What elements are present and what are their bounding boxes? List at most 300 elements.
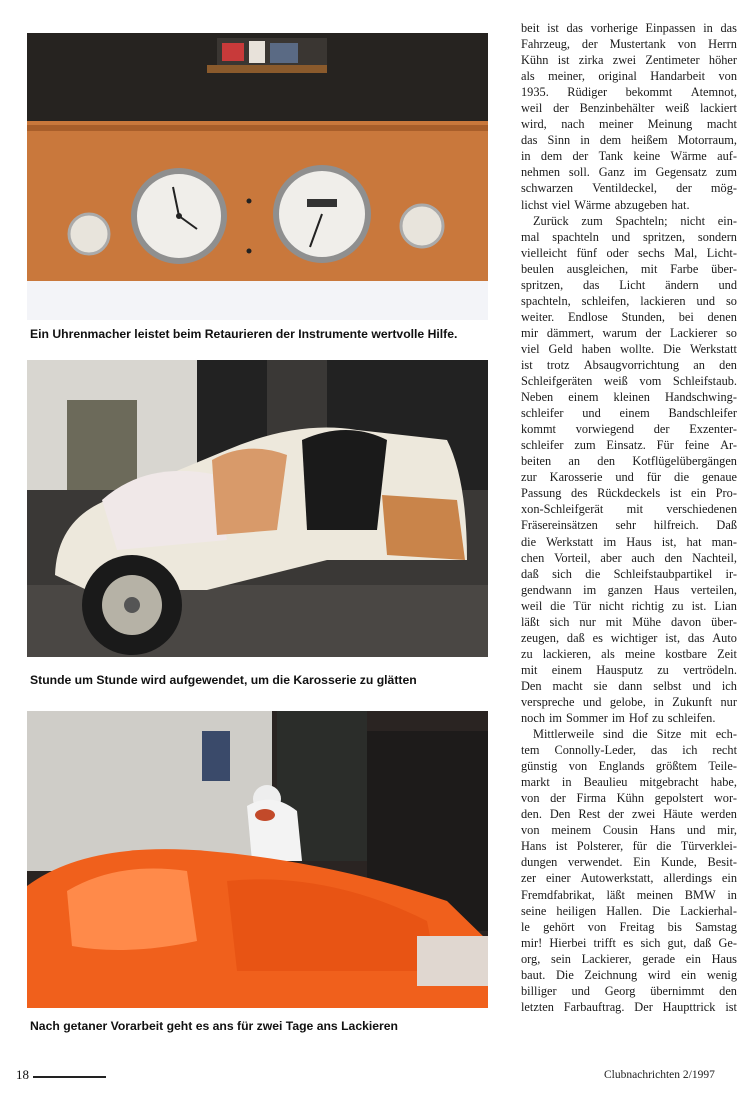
word: Schleifstaubpartikel (613, 566, 713, 581)
word: Beaulieu (583, 775, 628, 790)
text-line (521, 68, 737, 84)
word: Den (549, 807, 571, 822)
word: le (521, 919, 530, 934)
word: Schleifstaub. (672, 374, 737, 389)
word: daß (521, 566, 539, 581)
word: Rest (578, 807, 601, 822)
word: dämmert, (546, 325, 594, 340)
word: zwei (631, 807, 656, 822)
word: Der (634, 999, 653, 1014)
word: Hierbei (549, 935, 587, 950)
text-line (521, 437, 737, 453)
word: Hans (521, 839, 547, 854)
text-line (521, 517, 737, 533)
word: und (692, 678, 711, 693)
word: trotz (546, 357, 570, 372)
text-line (521, 180, 737, 196)
word: ist (547, 21, 559, 35)
word: Sinn (547, 133, 571, 148)
word: davon (671, 614, 702, 629)
word: das (566, 21, 583, 35)
photo-roadster-body-sanding (27, 360, 488, 657)
word: meine (624, 646, 656, 661)
word: gelobe, (609, 694, 646, 709)
word: beit (521, 21, 540, 35)
text-line (521, 197, 737, 213)
word: soll. (568, 165, 590, 180)
text-line (521, 245, 737, 261)
word: ist (725, 999, 737, 1014)
word: ein- (717, 213, 737, 228)
text-line (521, 598, 737, 614)
word: das (521, 133, 538, 148)
word: Atemnot, (690, 85, 737, 100)
word: beulen (521, 261, 554, 276)
text-line (521, 935, 737, 951)
word: das (687, 630, 705, 645)
word: Türverklei- (680, 839, 737, 854)
text-line (521, 229, 737, 245)
word: als (521, 69, 535, 84)
word: Passung (521, 486, 562, 501)
word: den (664, 550, 683, 565)
word: Benzinbehälter (579, 101, 655, 116)
word: Daß (716, 518, 737, 533)
word: Die (652, 903, 671, 918)
word: Zukunft (672, 694, 713, 709)
word: Fremdfabrikat, (521, 887, 595, 902)
text-line (521, 164, 737, 180)
word: einem (568, 390, 599, 405)
word: in (561, 775, 572, 790)
word: lackieren, (542, 646, 592, 661)
word: lichst (521, 197, 548, 212)
word: dungen (521, 855, 558, 870)
word: wird, (521, 117, 547, 132)
word: und (571, 983, 590, 998)
word: sie (593, 678, 608, 693)
word: die (550, 598, 566, 613)
text-line (521, 967, 737, 983)
word: und (582, 694, 602, 709)
word: weiß (603, 374, 628, 389)
word: mit (640, 261, 658, 276)
word: zum (581, 213, 603, 228)
word: sehr (615, 518, 637, 533)
text-line (521, 806, 737, 822)
word: und (611, 229, 631, 244)
word: im (549, 711, 563, 726)
word: einer (545, 871, 571, 886)
word: daß (693, 935, 712, 950)
word: Kühn (521, 53, 549, 68)
word: aber (600, 550, 622, 565)
text-line (521, 646, 737, 662)
word: verspreche (521, 694, 575, 709)
word: kleinen (613, 390, 650, 405)
text-line (521, 838, 737, 854)
word: Licht (619, 277, 646, 292)
word: der (645, 325, 662, 340)
word: und (582, 406, 601, 421)
word: ist (669, 486, 682, 501)
word: Licht- (706, 245, 737, 260)
word: hat (686, 534, 702, 549)
word: ist, (661, 534, 677, 549)
word: Englands (598, 759, 645, 774)
word: zer (521, 871, 537, 886)
word: der (581, 37, 598, 52)
word: ausgleichen, (566, 261, 629, 276)
word: genaue (702, 470, 737, 485)
word: billiger (521, 983, 557, 998)
word: mit (626, 502, 644, 517)
word: Lackierer (669, 325, 718, 340)
word: Rückdeckels (597, 486, 661, 501)
word: in (703, 21, 713, 35)
word: Bandschleifer (668, 406, 737, 421)
word: gehört (543, 919, 575, 934)
word: Sitze (656, 727, 682, 742)
text-line (521, 261, 737, 277)
word: höher (708, 53, 737, 68)
word: mit (690, 727, 707, 742)
text-line (521, 582, 737, 598)
word: zirka (578, 53, 604, 68)
word: spritzen, (642, 229, 686, 244)
text-line (521, 389, 737, 405)
text-line (521, 614, 737, 630)
word: man- (711, 534, 737, 549)
word: von (521, 823, 540, 838)
text-line (521, 357, 737, 373)
word: von (568, 759, 588, 774)
word: es (592, 630, 603, 645)
word: Häute (663, 807, 693, 822)
word: zu (521, 646, 533, 661)
word: bekommt (625, 85, 673, 100)
word: Karosserie (549, 470, 603, 485)
word: Ganz (598, 165, 625, 180)
word: einem (619, 406, 650, 421)
text-line (521, 662, 737, 678)
word: fünf (576, 245, 598, 260)
word: den (597, 454, 616, 469)
word: tem (521, 743, 540, 758)
text-line (521, 325, 737, 341)
word: beiten (521, 454, 552, 469)
word: zeugen, (521, 630, 560, 645)
word: Hausputz (596, 662, 643, 677)
word: zur (521, 470, 537, 485)
word: viel (551, 197, 571, 212)
word: sich (552, 566, 572, 581)
word: Für (656, 438, 674, 453)
word: Zentimeter (645, 53, 700, 68)
word: Die (663, 341, 681, 356)
word: Connolly-Leder, (554, 743, 636, 758)
word: Gegensatz (655, 165, 707, 180)
text-line (521, 485, 737, 501)
word: nur (720, 694, 737, 709)
word: nach (561, 117, 585, 132)
word: Werkstatt (546, 534, 594, 549)
text-line (521, 534, 737, 550)
word: kommt (521, 422, 556, 437)
word: mir, (717, 823, 737, 838)
word: ist (557, 53, 570, 68)
word: schwarzen (521, 181, 574, 196)
text-line (521, 84, 737, 100)
word: Ein (633, 855, 651, 870)
word: Polsterer, (576, 839, 624, 854)
word: im (633, 165, 647, 180)
word: Besit- (707, 855, 737, 870)
word: kostbare (665, 646, 708, 661)
text-line (521, 774, 737, 790)
footer-rule (33, 1076, 106, 1078)
word: feine (684, 438, 710, 453)
word: verschiedenen (666, 502, 737, 517)
word: zum (574, 438, 596, 453)
word: der (550, 791, 566, 806)
word: nur (579, 614, 596, 629)
word: xon-Schleifgerät (521, 502, 604, 517)
word: meinem (551, 823, 592, 838)
word: läßt (521, 614, 540, 629)
word: Tank (598, 149, 624, 164)
text-line (521, 887, 737, 903)
text-line (521, 550, 737, 566)
word: Auto (712, 630, 737, 645)
word: Fahrzeug, (521, 37, 571, 52)
word: Freitag (619, 919, 655, 934)
word: schleifer (521, 406, 564, 421)
text-line (521, 822, 737, 838)
text-line (521, 148, 737, 164)
word: das (650, 743, 668, 758)
word: Mustertank (609, 37, 666, 52)
text-line (521, 694, 737, 710)
word: BMW (684, 887, 716, 902)
word: der (572, 149, 589, 164)
word: von (521, 791, 540, 806)
word: Rüdiger (567, 85, 608, 100)
word: Mittlerweile (533, 727, 595, 742)
word: Nachteil, (692, 550, 737, 565)
word: bis (667, 919, 682, 934)
word: original (598, 69, 637, 84)
word: Motorraum, (677, 133, 737, 148)
word: Absaugvorrichtung (583, 357, 680, 372)
word: oder (606, 245, 629, 260)
word: Spachteln; (615, 213, 668, 228)
word: in (580, 133, 590, 148)
word: die (656, 839, 672, 854)
word: ir- (725, 566, 737, 581)
word: Mal, (674, 245, 698, 260)
word: Geld (548, 341, 573, 356)
word: daß (566, 630, 585, 645)
word: noch (521, 711, 545, 726)
text-line (521, 213, 737, 229)
word: Ge- (718, 935, 737, 950)
word: Fräsereinsätzen (521, 518, 598, 533)
photo-dashboard-instruments (27, 33, 488, 320)
word: spachteln, (521, 293, 571, 308)
word: Tür (573, 598, 592, 613)
word: Cousin (602, 823, 638, 838)
word: Handschwing- (664, 390, 737, 405)
word: Handarbeit (650, 69, 706, 84)
word: wird (647, 967, 671, 982)
word: ganzen (607, 582, 643, 597)
photo-caption: Stunde um Stunde wird aufgewendet, um die Karosserie zu glätten (30, 673, 417, 687)
word: und (696, 293, 715, 308)
word: zu (671, 598, 684, 613)
word: Neben (521, 390, 554, 405)
word: Einsatz. (606, 438, 646, 453)
text-line (521, 726, 737, 742)
word: der (553, 101, 569, 116)
word: Autowerkstatt, (580, 871, 654, 886)
word: macht (706, 117, 737, 132)
word: auch (631, 550, 655, 565)
word: Pro- (715, 486, 737, 501)
word: denen (707, 309, 737, 324)
word: für (632, 839, 647, 854)
word: über- (711, 261, 737, 276)
text-line (521, 405, 737, 421)
word: Herrn (708, 37, 737, 52)
word: weil (521, 598, 543, 613)
word: Endlose (567, 309, 608, 324)
word: Zeichnung (584, 967, 638, 982)
word: an (693, 357, 705, 372)
word: Exzenter- (689, 422, 737, 437)
word: dem (540, 149, 563, 164)
text-line (521, 277, 737, 293)
word: ist (555, 839, 568, 854)
word: schleifer (521, 438, 564, 453)
word: Ventildeckel, (592, 181, 657, 196)
text-line (521, 116, 737, 132)
word: seine (521, 903, 547, 918)
word: den (719, 983, 737, 998)
text-line (521, 341, 737, 357)
word: ich (682, 743, 698, 758)
word: hilfreich. (653, 518, 699, 533)
word: mit (521, 662, 538, 677)
text-line (521, 951, 737, 967)
word: das (720, 21, 737, 35)
word: Firma (576, 791, 606, 806)
text-line (521, 373, 737, 389)
word: keine (633, 149, 661, 164)
word: den (719, 357, 737, 372)
word: ein (691, 486, 707, 501)
word: Haus (711, 951, 737, 966)
word: ein (681, 967, 697, 982)
word: habe, (710, 775, 737, 790)
word: mir (521, 325, 539, 340)
word: in (654, 694, 664, 709)
word: den. (521, 807, 542, 822)
word: mög- (710, 181, 737, 196)
word: wor- (713, 791, 737, 806)
word: gepolstert (654, 791, 704, 806)
word: hat. (671, 197, 690, 212)
word: der (608, 807, 625, 822)
word: Vorteil, (554, 550, 591, 565)
word: meiner (599, 117, 634, 132)
word: Wärme (574, 197, 611, 212)
word: zu (652, 711, 664, 726)
word: Meinung (647, 117, 693, 132)
word: weiß (665, 101, 690, 116)
word: zum (715, 165, 737, 180)
word: Lian (714, 598, 737, 613)
text-line (521, 309, 737, 325)
word: sich (640, 935, 661, 950)
issue-label: Clubnachrichten 2/1997 (604, 1069, 715, 1081)
word: selbst (653, 678, 682, 693)
word: mir! (521, 935, 543, 950)
word: Hans (649, 823, 676, 838)
text-line (521, 790, 737, 806)
word: in (727, 887, 737, 902)
word: Lackierhal- (680, 903, 737, 918)
word: es (623, 935, 634, 950)
word: ist. (691, 598, 707, 613)
text-line (521, 52, 737, 68)
word: haben (581, 341, 612, 356)
word: und (686, 823, 706, 838)
word: mitgebracht (639, 775, 699, 790)
word: ech- (715, 727, 737, 742)
word: zu (657, 662, 669, 677)
word: der (676, 181, 692, 196)
word: Farbe (670, 261, 699, 276)
word: übernimmt (650, 983, 705, 998)
text-line (521, 758, 737, 774)
word: nicht (680, 213, 706, 228)
word: Hof (628, 711, 649, 726)
word: Lackierer, (581, 951, 632, 966)
word: bei (678, 309, 694, 324)
word: zwei (612, 53, 637, 68)
text-line (521, 293, 737, 309)
text-line (521, 742, 737, 758)
word: wenig (706, 967, 737, 982)
word: Hallen. (606, 903, 643, 918)
word: im (583, 582, 597, 597)
word: vorwiegend (575, 422, 634, 437)
word: meinen (636, 887, 674, 902)
word: Teile- (708, 759, 737, 774)
word: Wärme (670, 149, 707, 164)
word: ich (721, 678, 737, 693)
word: spritzen, (521, 277, 564, 292)
text-line (521, 132, 737, 148)
text-line (521, 20, 737, 36)
word: Kunde, (660, 855, 697, 870)
word: von (677, 37, 697, 52)
word: Haus (626, 534, 652, 549)
word: ein (685, 951, 701, 966)
text-line (521, 100, 737, 116)
word: sechs (638, 245, 665, 260)
